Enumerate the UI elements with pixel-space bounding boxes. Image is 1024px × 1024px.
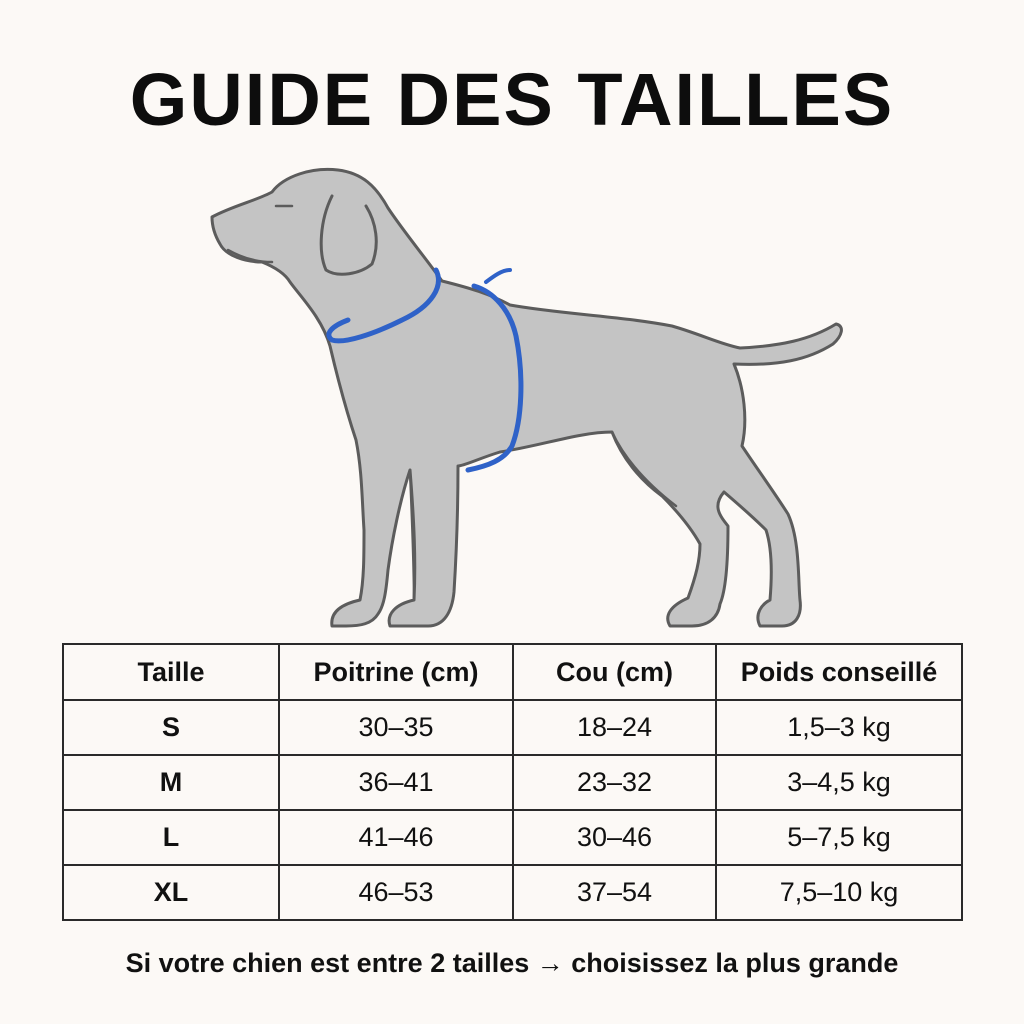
chest-cell: 41–46 (279, 810, 513, 865)
weight-cell: 1,5–3 kg (716, 700, 962, 755)
weight-cell: 7,5–10 kg (716, 865, 962, 920)
header-taille: Taille (63, 644, 279, 700)
neck-cell: 30–46 (513, 810, 716, 865)
chest-cell: 36–41 (279, 755, 513, 810)
chest-cell: 30–35 (279, 700, 513, 755)
header-poitrine: Poitrine (cm) (279, 644, 513, 700)
neck-cell: 18–24 (513, 700, 716, 755)
chest-measure-tick (486, 270, 510, 282)
table-row (63, 700, 962, 755)
table-row (63, 810, 962, 865)
neck-cell: 37–54 (513, 865, 716, 920)
size-cell: S (63, 700, 279, 755)
size-cell: XL (63, 865, 279, 920)
dog-silhouette (212, 169, 841, 626)
chest-cell: 46–53 (279, 865, 513, 920)
table-header-row (63, 644, 962, 700)
weight-cell: 5–7,5 kg (716, 810, 962, 865)
table-row (63, 755, 962, 810)
table-row (63, 865, 962, 920)
size-cell: L (63, 810, 279, 865)
footnote: Si votre chien est entre 2 tailles → choisissez la plus grande (125, 948, 899, 978)
header-cou: Cou (cm) (513, 644, 716, 700)
size-cell: M (63, 755, 279, 810)
header-poids: Poids conseillé (716, 644, 962, 700)
size-table (62, 643, 963, 921)
neck-cell: 23–32 (513, 755, 716, 810)
page-title: GUIDE DES TAILLES (129, 58, 895, 141)
weight-cell: 3–4,5 kg (716, 755, 962, 810)
